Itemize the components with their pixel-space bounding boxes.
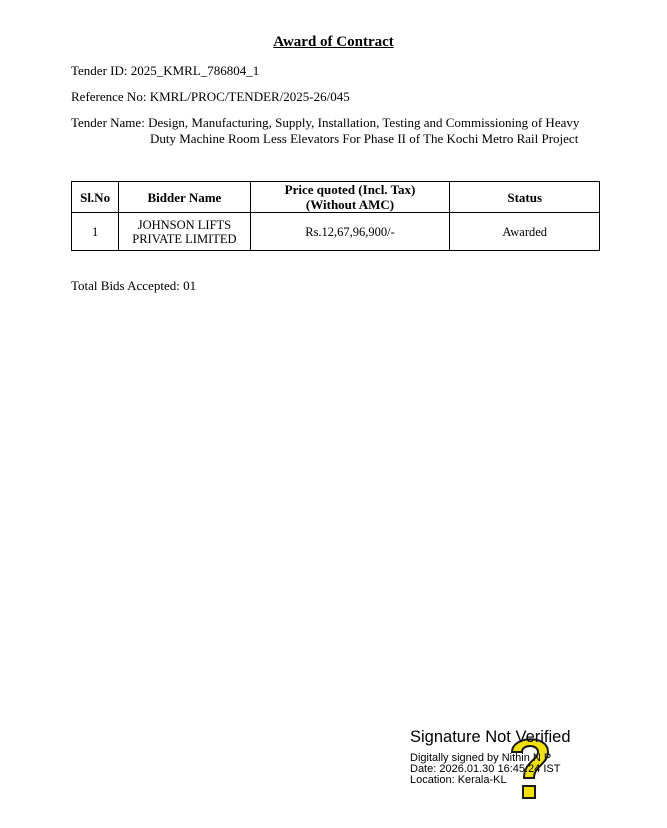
signature-location: Location: Kerala-KL: [410, 774, 507, 786]
reference-value: KMRL/PROC/TENDER/2025-26/045: [149, 89, 350, 104]
cell-bidder-name: [119, 213, 250, 251]
signature-date: Date: 2026.01.30 16:45:24 IST: [410, 763, 561, 775]
table-row: [72, 213, 600, 251]
bidder-name-line1: JOHNSON LIFTS: [137, 217, 232, 232]
total-bids: [71, 278, 196, 294]
tender-name-line2: Duty Machine Room Less Elevators For Phase II of The Kochi Metro Rail Project: [150, 131, 579, 146]
header-sl-no: Sl.No: [72, 182, 119, 213]
digital-signature-block: [410, 728, 610, 808]
signature-signed-by: Digitally signed by Nithin N P: [410, 752, 552, 764]
header-bidder-name: Bidder Name: [119, 182, 250, 213]
header-price-line1: Price quoted (Incl. Tax): [284, 182, 416, 197]
table-header-row: [72, 182, 600, 213]
cell-status: Awarded: [450, 213, 600, 251]
tender-id-label: Tender ID:: [71, 63, 128, 78]
document-title: [0, 34, 667, 51]
tender-id-field: [71, 63, 259, 79]
cell-price: Rs.12,67,96,900/-: [250, 213, 450, 251]
reference-field: [71, 89, 350, 105]
bids-table: [71, 181, 600, 251]
tender-id-value: 2025_KMRL_786804_1: [130, 63, 260, 78]
tender-name-line1: Design, Manufacturing, Supply, Installation, Testing and Commissioning of Heavy: [148, 115, 580, 130]
total-bids-value: 01: [183, 278, 197, 293]
document-title-text: Award of Contract: [273, 34, 394, 50]
cell-sl-no: 1: [72, 213, 119, 251]
reference-label: Reference No:: [71, 89, 147, 104]
total-bids-label: Total Bids Accepted:: [71, 278, 180, 293]
signature-status: Signature Not Verified: [410, 728, 571, 746]
tender-name-field: [71, 115, 611, 147]
header-price-line2: (Without AMC): [305, 197, 395, 212]
bidder-name-line2: PRIVATE LIMITED: [132, 231, 237, 246]
header-status: Status: [450, 182, 600, 213]
header-price: [250, 182, 450, 213]
tender-name-label: Tender Name:: [71, 115, 145, 130]
